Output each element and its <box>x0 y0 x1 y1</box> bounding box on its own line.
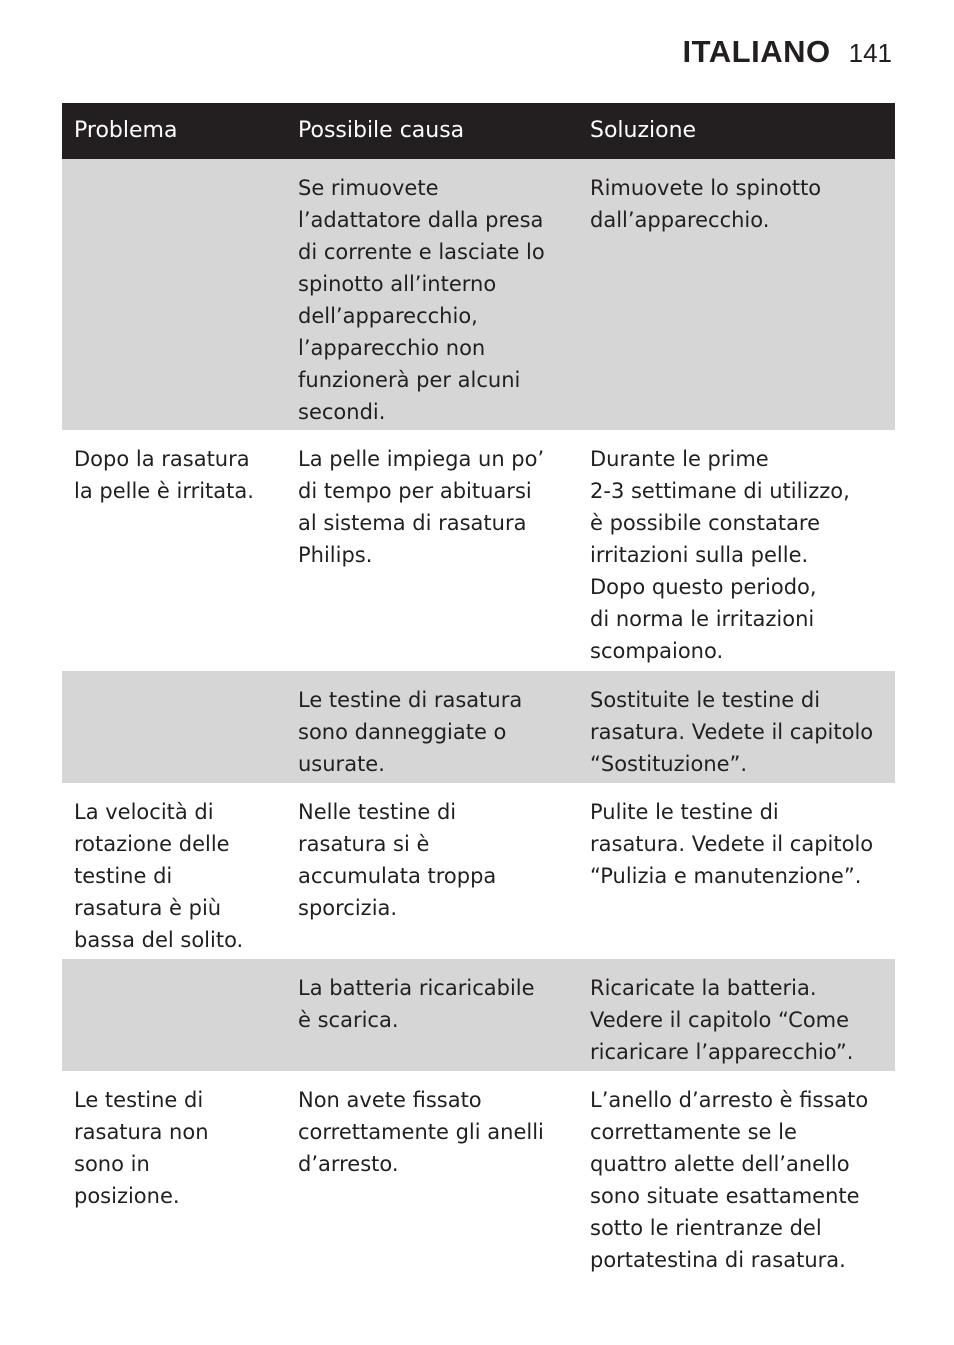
cause-cell: Non avete fissato correttamente gli anelli d’arresto. <box>298 1088 544 1176</box>
problem-cell <box>62 671 286 792</box>
table-row <box>62 959 895 1071</box>
table-header-row <box>62 103 895 159</box>
column-header-cause: Possibile causa <box>298 118 465 143</box>
solution-cell: Sostituite le testine di rasatura. Vedete il capitolo “Sostituzione”. <box>590 688 874 776</box>
table-row <box>62 159 895 430</box>
problem-cell: Dopo la rasatura la pelle è irritata. <box>74 447 254 503</box>
cause-cell: La pelle impiega un po’ di tempo per abituarsi al sistema di rasatura Philips. <box>298 447 545 567</box>
solution-cell: Pulite le testine di rasatura. Vedete il capitolo “Pulizia e manutenzione”. <box>590 800 874 888</box>
cause-cell: Le testine di rasatura sono danneggiate o usurate. <box>298 688 523 776</box>
problem-cell: Le testine di rasatura non sono in posizione. <box>74 1088 209 1208</box>
table-row <box>62 783 895 959</box>
problem-cell <box>62 159 286 440</box>
cause-cell: La batteria ricaricabile è scarica. <box>298 976 535 1032</box>
section-language-title: ITALIANO <box>682 34 831 69</box>
problem-cell <box>62 959 286 1080</box>
solution-cell: Rimuovete lo spinotto dall’apparecchio. <box>590 176 822 232</box>
column-header-problem: Problema <box>74 118 178 143</box>
table-row <box>62 430 895 671</box>
solution-cell: L’anello d’arresto è fissato correttamente se le quattro alette dell’anello sono situate esattamente sotto le rientranze del portatestina di rasatura. <box>590 1088 869 1272</box>
problem-cell: La velocità di rotazione delle testine di rasatura è più bassa del solito. <box>74 800 244 952</box>
table-row <box>62 1071 895 1281</box>
solution-cell: Durante le prime 2-3 settimane di utilizzo, è possibile constatare irritazioni sulla pelle. Dopo questo periodo, di norma le irritazioni scompaiono. <box>590 447 850 663</box>
page-number: 141 <box>848 38 892 68</box>
table-row <box>62 671 895 783</box>
page-header <box>683 34 892 70</box>
column-header-solution: Soluzione <box>590 118 697 143</box>
troubleshooting-table <box>62 103 895 1281</box>
cause-cell: Se rimuovete l’adattatore dalla presa di corrente e lasciate lo spinotto all’interno dell’apparecchio, l’apparecchio non funzionerà per alcuni secondi. <box>298 176 545 424</box>
cause-cell: Nelle testine di rasatura si è accumulata troppa sporcizia. <box>298 800 497 920</box>
solution-cell: Ricaricate la batteria. Vedere il capitolo “Come ricaricare l’apparecchio”. <box>590 976 854 1064</box>
